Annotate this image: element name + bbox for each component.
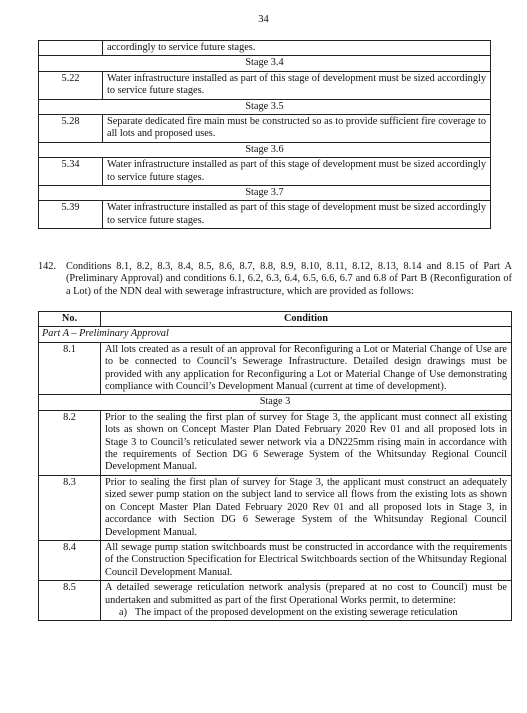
condition-text: All sewage pump station switchboards must be constructed in accordance with the requirements of the Construction Specification for Electrical Switchboards section of the Whitsunday Regional Council Development Manual. [101,540,512,580]
table-row [39,41,491,56]
condition-number: 8.3 [39,475,101,540]
sub-item-text: The impact of the proposed development on the existing sewerage reticulation [135,606,458,618]
stage-row [39,142,491,157]
condition-text: Water infrastructure installed as part of this stage of development must be sized accordingly to service future stages. [103,201,491,229]
stage-label: Stage 3.5 [39,99,491,114]
table-row [39,475,512,540]
paragraph-text: Conditions 8.1, 8.2, 8.3, 8.4, 8.5, 8.6, 8.7, 8.8, 8.9, 8.10, 8.11, 8.12, 8.13, 8.14 and 8.15 of Part A (Preliminary Approval) and conditions 6.1, 6.2, 6.3, 6.4, 6.5, 6.6, 6.7 and 6.8 of Part B (Reconfiguration of a Lot) of the NDN deal with sewerage infrastructure, which are provided as follows: [66,261,512,297]
column-header-condition: Condition [101,312,512,327]
stage-label: Stage 3.6 [39,142,491,157]
sub-item [105,607,507,619]
table-row [39,540,512,580]
condition-text: A detailed sewerage reticulation network analysis (prepared at no cost to Council) must be undertaken and submitted as part of the first Operational Works permit, to determine: [105,582,507,606]
table-row [39,71,491,99]
table-row [39,201,491,229]
header-row [39,312,512,327]
condition-text: Prior to sealing the first plan of survey for Stage 3, the applicant must construct an adequately sized sewer pump station on the subject land to service all flows from the existing lots as shown on Concept Master Plan Dated February 2020 Rev 01 and all proposed lots in Stage 3, in accordance with Section DG 6 Sewerage System of the Whitsunday Regional Council Development Manual. [101,475,512,540]
stage-row [39,99,491,114]
table-row [39,581,512,621]
condition-number: 5.39 [39,201,103,229]
stage-row [39,56,491,71]
water-conditions-table [38,40,491,229]
paragraph-142 [38,261,512,298]
stage-label: Stage 3.4 [39,56,491,71]
condition-number: 5.22 [39,71,103,99]
condition-number: 8.4 [39,540,101,580]
table-row [39,115,491,143]
part-row [39,327,512,342]
condition-text: accordingly to service future stages. [103,41,491,56]
stage-label: Stage 3 [39,395,512,410]
condition-text: All lots created as a result of an approval for Reconfiguring a Lot or Material Change of Use are to be connected to Council’s Sewerage Infrastructure. Detailed design drawings must be provided with any application for Reconfiguring a Lot or Material Change of Use demonstrating compliance with Council’s Development Manual (current at time of development). [101,342,512,395]
sub-item-marker: a) [119,606,127,618]
condition-text: Separate dedicated fire main must be constructed so as to provide sufficient fire coverage to all lots and proposed uses. [103,115,491,143]
stage-label: Stage 3.7 [39,186,491,201]
page-number: 34 [258,14,269,25]
sewerage-conditions-table [38,311,512,621]
condition-number: 5.28 [39,115,103,143]
paragraph-number: 142. [38,261,57,272]
condition-text: Water infrastructure installed as part of this stage of development must be sized accordingly to service future stages. [103,71,491,99]
stage-row [39,186,491,201]
table-row [39,342,512,395]
table-row [39,410,512,475]
condition-text: Water infrastructure installed as part of this stage of development must be sized accordingly to service future stages. [103,158,491,186]
condition-number: 8.2 [39,410,101,475]
condition-cell [101,581,512,621]
part-label: Part A – Preliminary Approval [39,327,512,342]
condition-number: 8.1 [39,342,101,395]
stage-row [39,395,512,410]
condition-text: Prior to the sealing the first plan of survey for Stage 3, the applicant must connect all existing lots as shown on Concept Master Plan Dated February 2020 Rev 01 and all proposed lots in Stage 3 to Council’s reticulated sewer network via a DN225mm rising main in accordance with the requirements of Section DG 6 Sewerage System of the Whitsunday Regional Council Development Manual. [101,410,512,475]
condition-number: 5.34 [39,158,103,186]
column-header-no: No. [39,312,101,327]
condition-number: 8.5 [39,581,101,621]
table-row [39,158,491,186]
